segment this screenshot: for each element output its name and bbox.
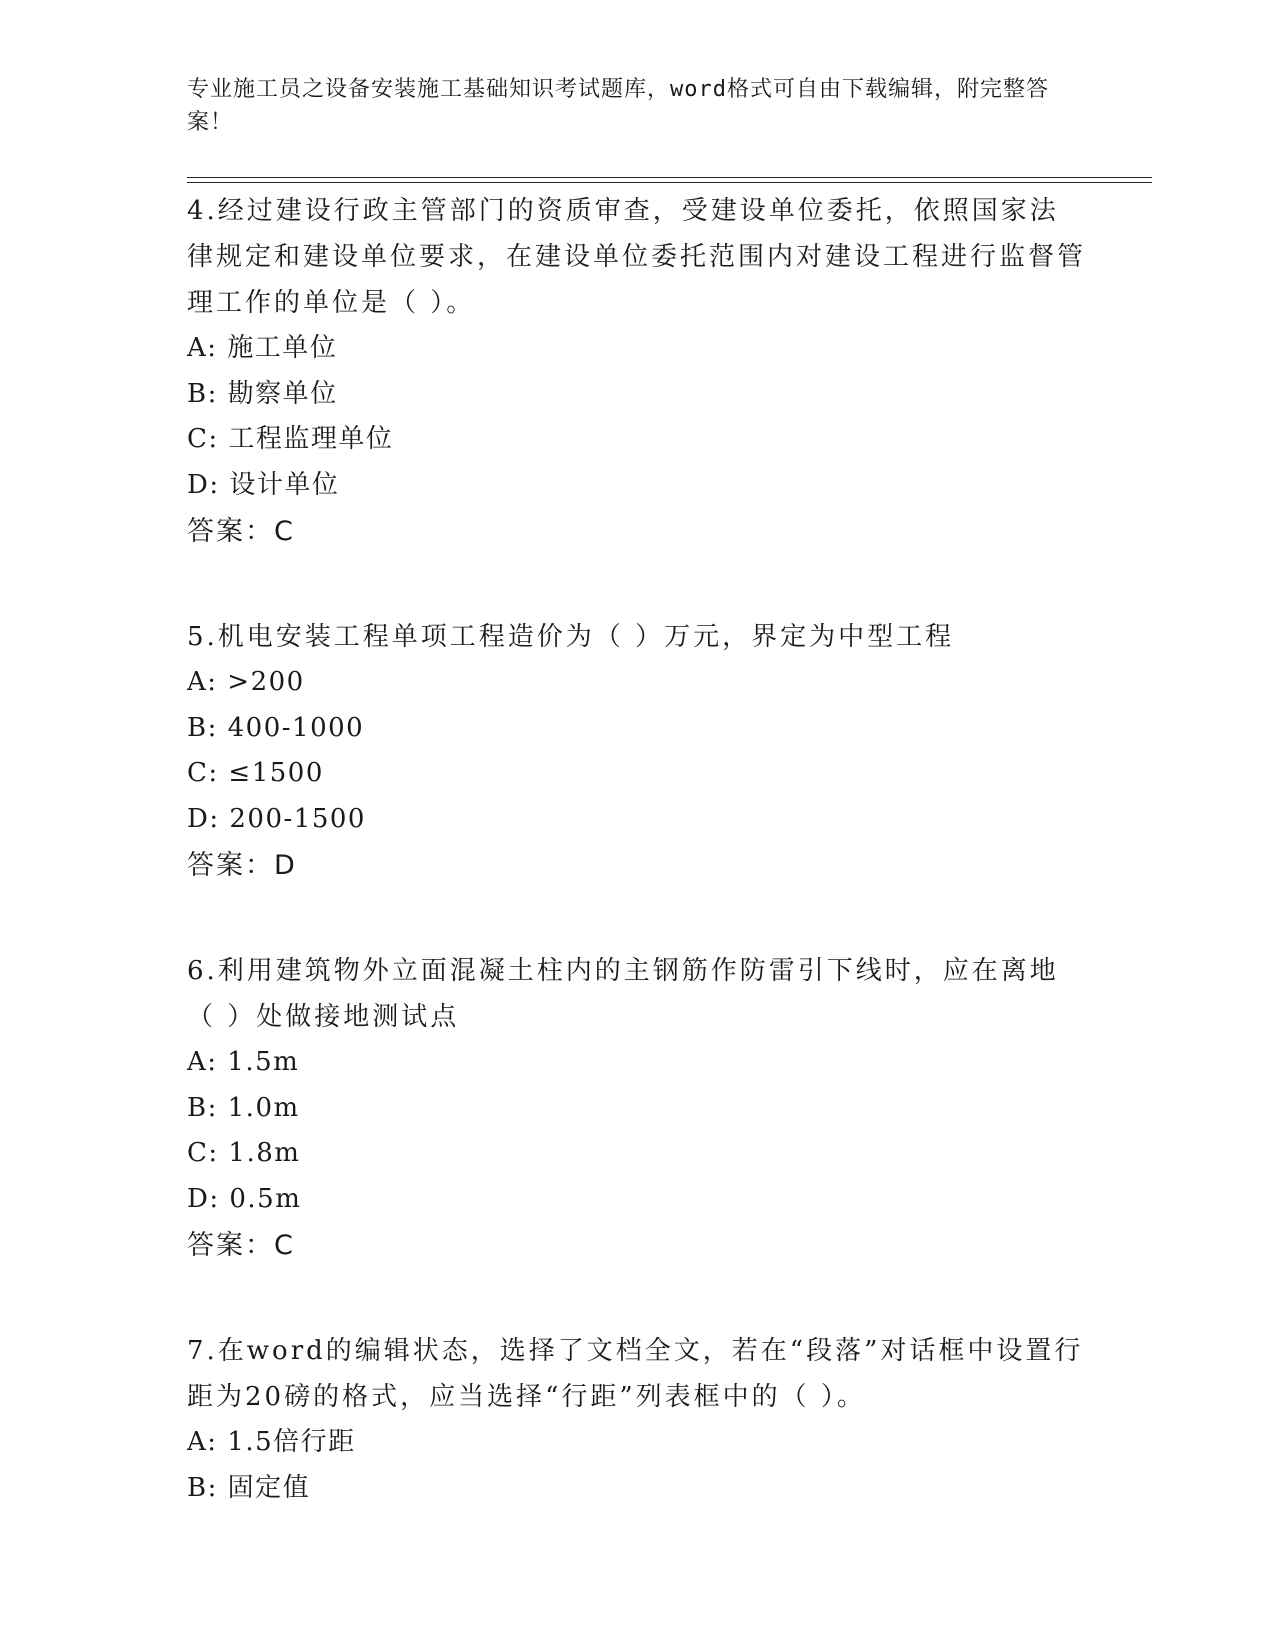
question-5 (187, 614, 1087, 889)
document-header: 专业施工员之设备安装施工基础知识考试题库，word格式可自由下载编辑，附完整答案！ (187, 77, 1049, 135)
question-list (187, 188, 1087, 1570)
option-d: D: 200-1500 (187, 803, 366, 834)
question-text: 4.经过建设行政主管部门的资质审查，受建设单位委托，依照国家法律规定和建设单位要求，在建设单位委托范围内对建设工程进行监督管理工作的单位是（ ）。 (187, 196, 1087, 318)
header-divider-bottom (187, 182, 1152, 183)
header-divider-top (187, 177, 1152, 178)
question-7 (187, 1328, 1087, 1511)
question-text: 6.利用建筑物外立面混凝土柱内的主钢筋作防雷引下线时，应在离地（ ）处做接地测试点 (187, 956, 1059, 1032)
option-a: A: >200 (187, 667, 305, 697)
option-c: C: 1.8m (187, 1138, 301, 1168)
option-b: B: 勘察单位 (187, 378, 338, 409)
option-c: C: 工程监理单位 (187, 424, 394, 454)
answer-label: 答案：C (187, 516, 295, 547)
option-d: D: 设计单位 (187, 469, 340, 500)
question-6 (187, 948, 1087, 1269)
option-b: B: 400-1000 (187, 712, 365, 743)
question-text: 5.机电安装工程单项工程造价为（ ）万元，界定为中型工程 (187, 622, 955, 652)
option-b: B: 固定值 (187, 1472, 311, 1503)
option-b: B: 1.0m (187, 1092, 300, 1123)
question-text: 7.在word的编辑状态，选择了文档全文，若在“段落”对话框中设置行距为20磅的格式，应当选择“行距”列表框中的（ ）。 (187, 1336, 1084, 1412)
answer-label: 答案：C (187, 1230, 295, 1261)
option-a: A: 1.5倍行距 (187, 1427, 356, 1457)
option-a: A: 1.5m (187, 1047, 300, 1077)
question-4 (187, 188, 1087, 555)
answer-label: 答案：D (187, 850, 297, 881)
option-a: A: 施工单位 (187, 333, 338, 363)
option-c: C: ≤1500 (187, 758, 324, 788)
option-d: D: 0.5m (187, 1183, 302, 1214)
